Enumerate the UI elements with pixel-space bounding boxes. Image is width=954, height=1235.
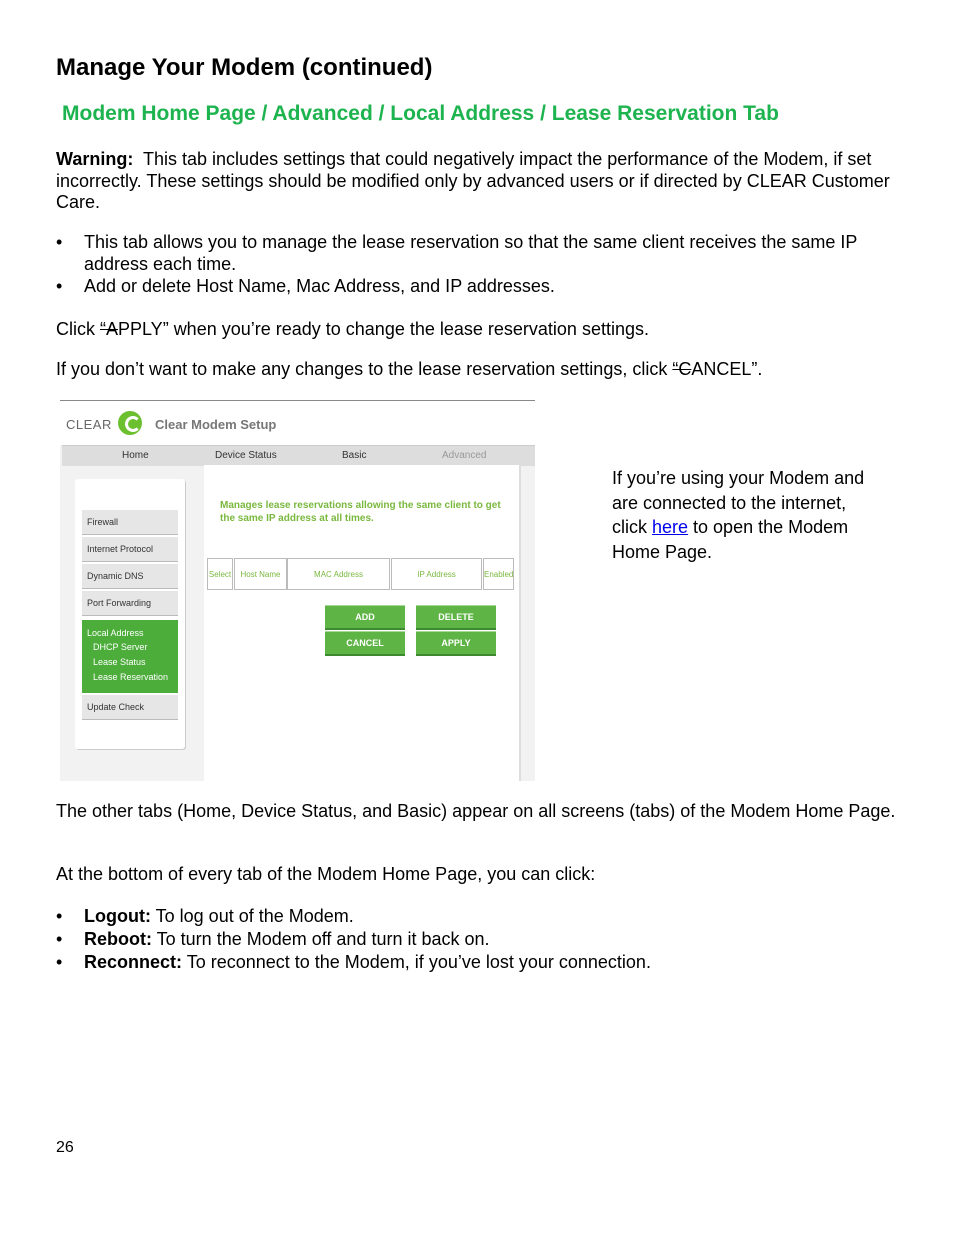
clear-logo-icon xyxy=(118,411,142,435)
column-header-enabled: Enabled xyxy=(483,558,514,590)
modem-ui-screenshot xyxy=(60,400,535,781)
list-item: • Reboot: To turn the Modem off and turn it back on. xyxy=(56,928,896,951)
apply-instruction: Click “APPLY” when you’re ready to change the lease reservation settings. xyxy=(56,319,649,339)
screenshot-header xyxy=(60,401,535,445)
sidebar-item-dhcp-server[interactable]: DHCP Server xyxy=(93,642,148,652)
column-header-select: Select xyxy=(207,558,233,590)
list-item: • Logout: To log out of the Modem. xyxy=(56,905,896,928)
warning-text: This tab includes settings that could negatively impact the performance of the Modem, if set incorrectly. These settings should be modified only by advanced users or if directed by CLEAR Customer Care. xyxy=(56,149,890,212)
sidebar-item-lease-status[interactable]: Lease Status xyxy=(93,657,146,667)
delete-button[interactable]: DELETE xyxy=(416,605,496,630)
apply-button[interactable]: APPLY xyxy=(416,631,496,656)
tab-basic[interactable]: Basic xyxy=(342,450,367,461)
warning-paragraph xyxy=(56,149,896,214)
modem-home-link[interactable]: here xyxy=(652,517,689,537)
app-title: Clear Modem Setup xyxy=(155,417,277,432)
sidebar-item-update-check[interactable]: Update Check xyxy=(82,695,178,720)
tab-device-status[interactable]: Device Status xyxy=(215,450,277,461)
sidebar-item-internet-protocol[interactable]: Internet Protocol xyxy=(82,537,178,562)
list-item: • Reconnect: To reconnect to the Modem, if you’ve lost your connection. xyxy=(56,951,896,974)
tab-home[interactable]: Home xyxy=(122,450,149,461)
sidebar-item-local-address[interactable]: Local Address xyxy=(87,628,144,638)
clear-logo-text: CLEAR xyxy=(66,417,112,432)
warning-label: Warning: xyxy=(56,149,134,169)
sidebar xyxy=(75,479,185,749)
column-header-mac-address: MAC Address xyxy=(287,558,390,590)
section-subheading: Modem Home Page / Advanced / Local Address / Lease Reservation Tab xyxy=(62,102,779,125)
content-panel xyxy=(204,465,521,781)
sidebar-item-lease-reservation[interactable]: Lease Reservation xyxy=(93,672,169,682)
sidebar-group-local-address xyxy=(82,620,178,693)
cancel-button[interactable]: CANCEL xyxy=(325,631,405,656)
bottom-bullet-list xyxy=(56,905,896,974)
feature-bullet-list xyxy=(56,231,896,297)
sidebar-item-port-forwarding[interactable]: Port Forwarding xyxy=(82,591,178,616)
side-note: If you’re using your Modem and are connected to the internet, click here to open the Modem Home Page. xyxy=(612,468,865,562)
sidebar-item-dynamic-dns[interactable]: Dynamic DNS xyxy=(82,564,178,589)
page-heading: Manage Your Modem (continued) xyxy=(56,54,433,81)
cancel-instruction: If you don’t want to make any changes to the lease reservation settings, click “CANCEL”. xyxy=(56,359,763,379)
bottom-paragraph: At the bottom of every tab of the Modem Home Page, you can click: xyxy=(56,864,596,884)
sidebar-item-firewall[interactable]: Firewall xyxy=(82,510,178,535)
tab-description: Manages lease reservations allowing the same client to get the same IP address at all times. xyxy=(220,500,501,524)
tabs-paragraph: The other tabs (Home, Device Status, and Basic) appear on all screens (tabs) of the Modem Home Page. xyxy=(56,801,896,821)
tab-advanced[interactable]: Advanced xyxy=(442,450,487,461)
top-nav xyxy=(62,445,535,466)
list-item: • This tab allows you to manage the lease reservation so that the same client receives the same IP address each time. xyxy=(56,231,896,275)
column-header-ip-address: IP Address xyxy=(391,558,482,590)
column-header-host-name: Host Name xyxy=(234,558,287,590)
list-item: • Add or delete Host Name, Mac Address, and IP addresses. xyxy=(56,275,896,297)
add-button[interactable]: ADD xyxy=(325,605,405,630)
page-number: 26 xyxy=(56,1139,74,1156)
